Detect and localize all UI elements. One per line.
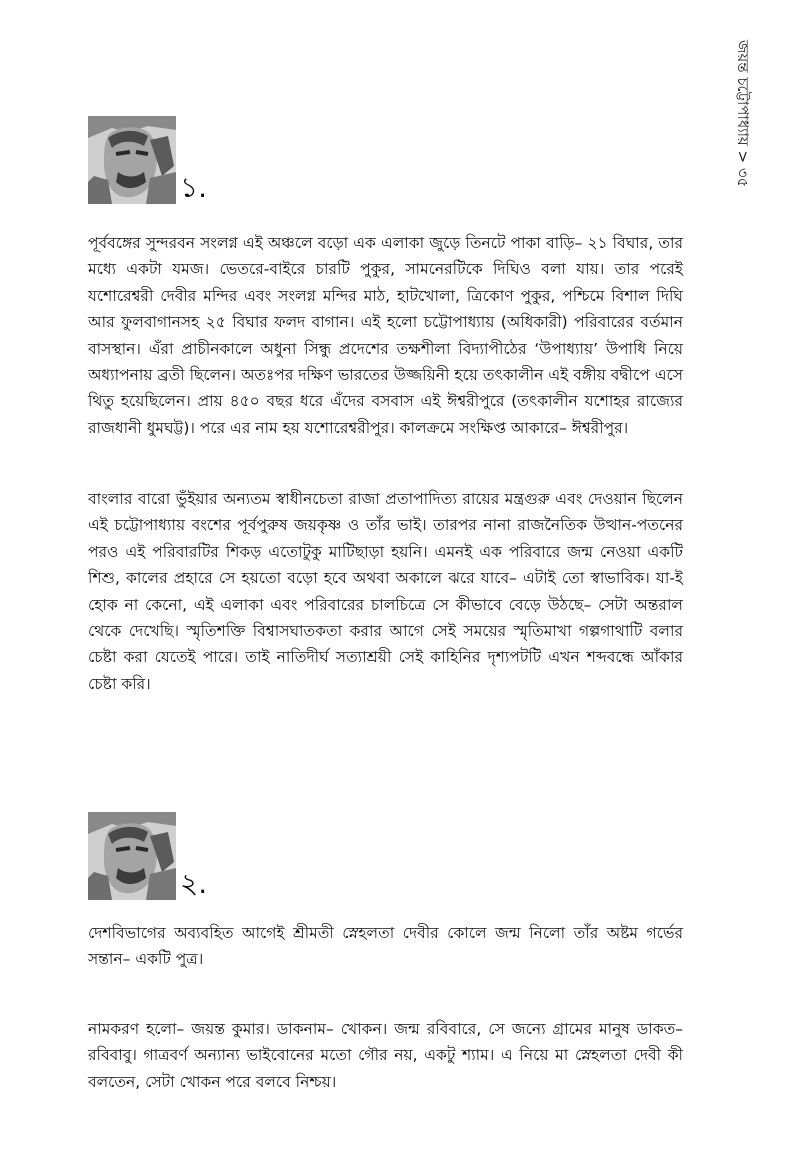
paragraph: বাংলার বারো ভুঁইয়ার অন্যতম স্বাধীনচেতা রাজা প্রতাপাদিত্য রায়ের মন্ত্রগুরু এবং দেওয়ান ছিলেন এই চট্টোপাধ্যায় বংশের পূর্বপুরুষ জয়কৃষ্ণ ও তাঁর ভাই। তারপর নানা রাজনৈতিক উত্থান-পতনের পরও এই পরিবারটির শিকড় এতোটুকু মাটিছাড়া হয়নি। এমনই এক পরিবারে জন্ম নেওয়া একটি শিশু, কালের প্রহারে সে হয়তো বড়ো হবে অথবা অকালে ঝরে যাবে– এটাই তো স্বাভাবিক। যা-ই হোক না কেনো, এই এলাকা এবং পরিবারের চালচিত্রে সে কীভাবে বেড়ে উঠছে– সেটা অন্তরাল থেকে দেখেছি। স্মৃতিশক্তি বিশ্বাসঘাতকতা করার আগে সেই সময়ের স্মৃতিমাখা গল্পগাথাটি বলার চেষ্টা করা যেতেই পারে। তাই নাতিদীর্ঘ সত্যাশ্রয়ী সেই কাহিনির দৃশ্যপটটি এখন শব্দবন্ধে আঁকার চেষ্টা করি। bbox=[88, 490, 683, 693]
section-2-heading bbox=[88, 812, 228, 904]
section-1-heading bbox=[88, 116, 228, 208]
section-2-number: ২. bbox=[180, 867, 208, 900]
section-1-number: ১. bbox=[180, 171, 208, 204]
paragraph: নামকরণ হলো– জয়ন্ত কুমার। ডাকনাম– খোকন। জন্ম রবিবারে, সে জন্যে গ্রামের মানুষ ডাকত– রবিবাবু। গাত্রবর্ণ অন্যান্য ভাইবোনের মতো গৌর নয়, একটু শ্যাম। এ নিয়ে মা স্নেহলতা দেবী কী বলতেন, সেটা খোকন পরে বলবে নিশ্চয়। bbox=[88, 1020, 683, 1091]
author-portrait-icon bbox=[88, 812, 176, 900]
paragraph: পূর্ববঙ্গের সুন্দরবন সংলগ্ন এই অঞ্চলে বড়ো এক এলাকা জুড়ে তিনটে পাকা বাড়ি– ২১ বিঘার, তার মধ্যে একটা যমজ। ভেতরে-বাইরে চারটি পুকুর, সামনেরটিকে দিঘিও বলা যায়। তার পরেই যশোরেশ্বরী দেবীর মন্দির এবং সংলগ্ন মন্দির মাঠ, হাটখোলা, ত্রিকোণ পুকুর, পশ্চিমে বিশাল দিঘি আর ফুলবাগানসহ ২৫ বিঘার ফলদ বাগান। এই হলো চট্টোপাধ্যায় (অধিকারী) পরিবারের বর্তমান বাসস্থান। এঁরা প্রাচীনকালে অধুনা সিন্ধু প্রদেশের তক্ষশীলা বিদ্যাপীঠের ‘উপাধ্যায়’ উপাধি নিয়ে অধ্যাপনায় ব্রতী ছিলেন। অতঃপর দক্ষিণ ভারতের উজ্জয়িনী হয়ে তৎকালীন এই বঙ্গীয় বদ্বীপে এসে থিতু হয়েছিলেন। প্রায় ৪৫০ বছর ধরে এঁদের বসবাস এই ঈশ্বরীপুরে (তৎকালীন যশোহর রাজ্যের রাজধানী ধুমঘট্ট)। পরে এর নাম হয় যশোরেশ্বরীপুর। কালক্রমে সংক্ষিপ্ত আকারে– ঈশ্বরীপুর। bbox=[88, 234, 683, 437]
running-head: জয়ন্ত চট্টোপাধ্যায় > ৩৫ bbox=[734, 40, 752, 188]
author-portrait-icon bbox=[88, 116, 176, 204]
paragraph: দেশবিভাগের অব্যবহিত আগেই শ্রীমতী স্নেহলতা দেবীর কোলে জন্ম নিলো তাঁর অষ্টম গর্ভের সন্তান– একটি পুত্র। bbox=[88, 924, 683, 969]
